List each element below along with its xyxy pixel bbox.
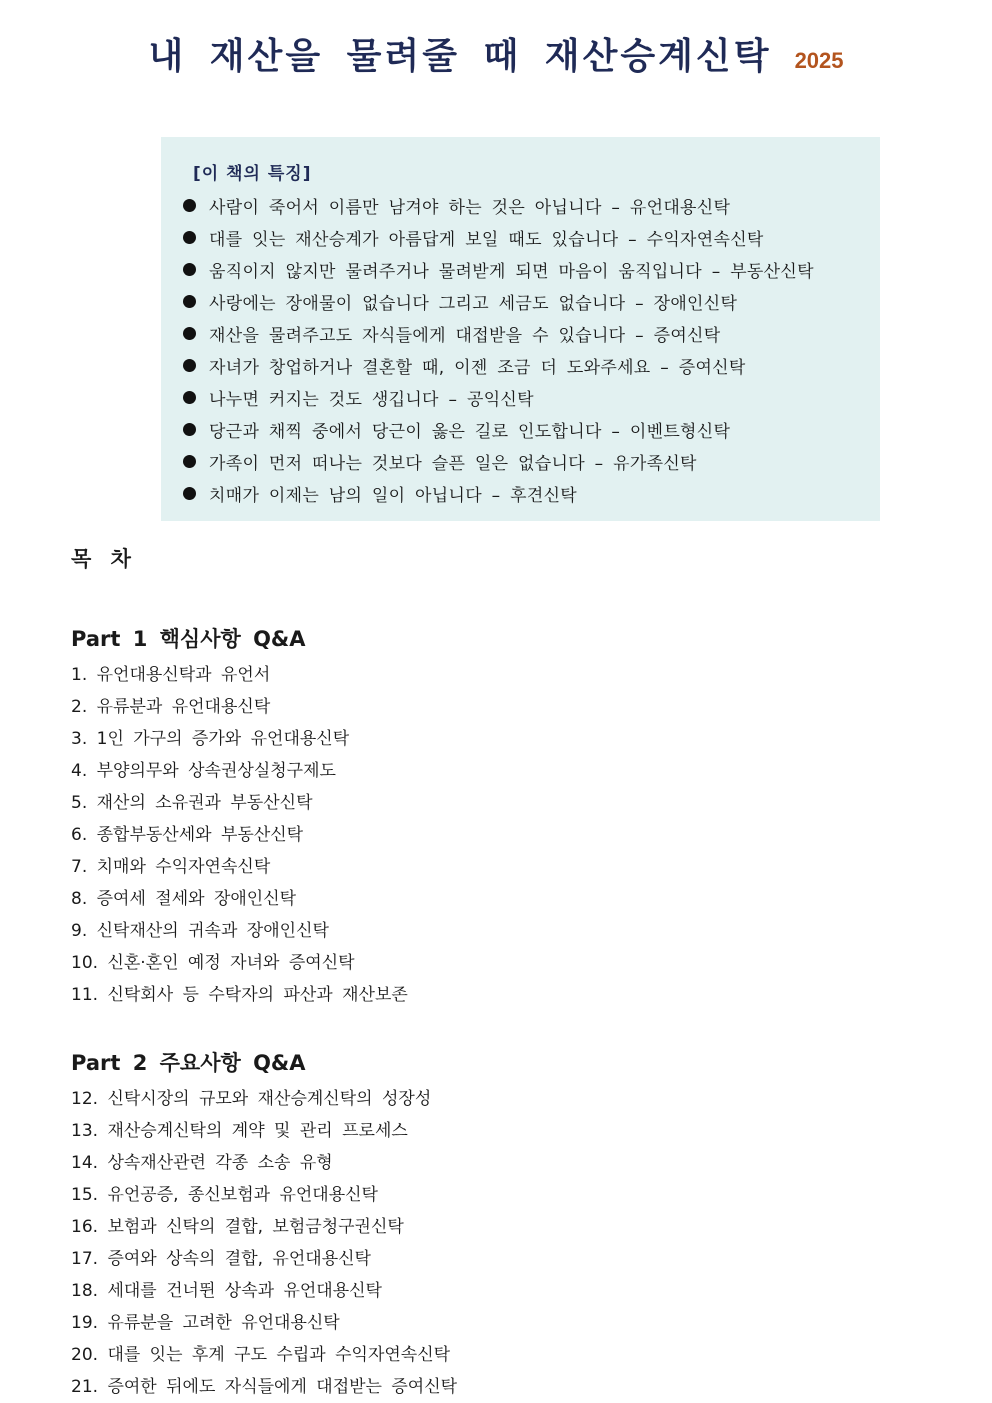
part-1-heading: Part 1 핵심사항 Q&A: [71, 627, 306, 651]
page-title: 내 재산을 물려줄 때 재산승계신탁: [148, 36, 772, 77]
toc-item: 1. 유언대용신탁과 유언서: [71, 665, 271, 685]
book-features-box: [161, 137, 880, 521]
bullet-icon: [183, 327, 196, 340]
toc-item: 20. 대를 잇는 후계 구도 수립과 수익자연속신탁: [71, 1345, 451, 1365]
feature-item: [183, 285, 814, 317]
toc-heading: 목 차: [71, 547, 137, 571]
feature-item: [183, 477, 814, 509]
toc-item: 19. 유류분을 고려한 유언대용신탁: [71, 1313, 340, 1333]
feature-text: 사랑에는 장애물이 없습니다 그리고 세금도 없습니다 – 장애인신탁: [209, 293, 738, 314]
features-heading: [이 책의 특징]: [193, 164, 312, 184]
toc-item: 13. 재산승계신탁의 계약 및 관리 프로세스: [71, 1121, 408, 1141]
toc-item: 6. 종합부동산세와 부동산신탁: [71, 825, 304, 845]
feature-text: 가족이 먼저 떠나는 것보다 슬픈 일은 없습니다 – 유가족신탁: [209, 453, 697, 474]
toc-item: 21. 증여한 뒤에도 자식들에게 대접받는 증여신탁: [71, 1377, 458, 1397]
feature-item: [183, 317, 814, 349]
bullet-icon: [183, 359, 196, 372]
bullet-icon: [183, 455, 196, 468]
toc-item: 17. 증여와 상속의 결합, 유언대용신탁: [71, 1249, 371, 1269]
title-year: 2025: [794, 48, 844, 73]
bullet-icon: [183, 391, 196, 404]
toc-item: 4. 부양의무와 상속권상실청구제도: [71, 761, 336, 781]
bullet-icon: [183, 295, 196, 308]
part-1-toc-list: [71, 659, 408, 1011]
toc-item: 5. 재산의 소유권과 부동산신탁: [71, 793, 313, 813]
feature-text: 사람이 죽어서 이름만 남겨야 하는 것은 아닙니다 – 유언대용신탁: [209, 197, 731, 218]
toc-item: 9. 신탁재산의 귀속과 장애인신탁: [71, 921, 329, 941]
toc-item: 7. 치매와 수익자연속신탁: [71, 857, 271, 877]
bullet-icon: [183, 487, 196, 500]
toc-item: 10. 신혼·혼인 예정 자녀와 증여신탁: [71, 953, 355, 973]
toc-item: 3. 1인 가구의 증가와 유언대용신탁: [71, 729, 350, 749]
feature-text: 대를 잇는 재산승계가 아름답게 보일 때도 있습니다 – 수익자연속신탁: [209, 229, 764, 250]
toc-item: 18. 세대를 건너뛴 상속과 유언대용신탁: [71, 1281, 382, 1301]
feature-text: 당근과 채찍 중에서 당근이 옳은 길로 인도합니다 – 이벤트형신탁: [209, 421, 731, 442]
feature-item: [183, 381, 814, 413]
feature-item: [183, 189, 814, 221]
feature-text: 나누면 커지는 것도 생깁니다 – 공익신탁: [209, 389, 534, 410]
feature-text: 움직이지 않지만 물려주거나 물려받게 되면 마음이 움직입니다 – 부동산신탁: [209, 261, 814, 282]
toc-item: 12. 신탁시장의 규모와 재산승계신탁의 성장성: [71, 1089, 432, 1109]
part-2-heading: Part 2 주요사항 Q&A: [71, 1051, 306, 1075]
part-2-toc-list: [71, 1083, 457, 1403]
toc-item: 14. 상속재산관련 각종 소송 유형: [71, 1153, 333, 1173]
toc-item: 11. 신탁회사 등 수탁자의 파산과 재산보존: [71, 985, 408, 1005]
feature-text: 자녀가 창업하거나 결혼할 때, 이젠 조금 더 도와주세요 – 증여신탁: [209, 357, 746, 378]
features-list: [183, 189, 814, 509]
bullet-icon: [183, 263, 196, 276]
feature-text: 치매가 이제는 남의 일이 아닙니다 – 후견신탁: [209, 485, 578, 506]
feature-item: [183, 349, 814, 381]
feature-text: 재산을 물려주고도 자식들에게 대접받을 수 있습니다 – 증여신탁: [209, 325, 721, 346]
toc-item: 15. 유언공증, 종신보험과 유언대용신탁: [71, 1185, 378, 1205]
title-row: [0, 28, 992, 79]
feature-item: [183, 253, 814, 285]
bullet-icon: [183, 423, 196, 436]
toc-item: 16. 보험과 신탁의 결합, 보험금청구권신탁: [71, 1217, 404, 1237]
feature-item: [183, 413, 814, 445]
feature-item: [183, 445, 814, 477]
bullet-icon: [183, 231, 196, 244]
bullet-icon: [183, 199, 196, 212]
toc-item: 8. 증여세 절세와 장애인신탁: [71, 889, 297, 909]
feature-item: [183, 221, 814, 253]
toc-item: 2. 유류분과 유언대용신탁: [71, 697, 271, 717]
